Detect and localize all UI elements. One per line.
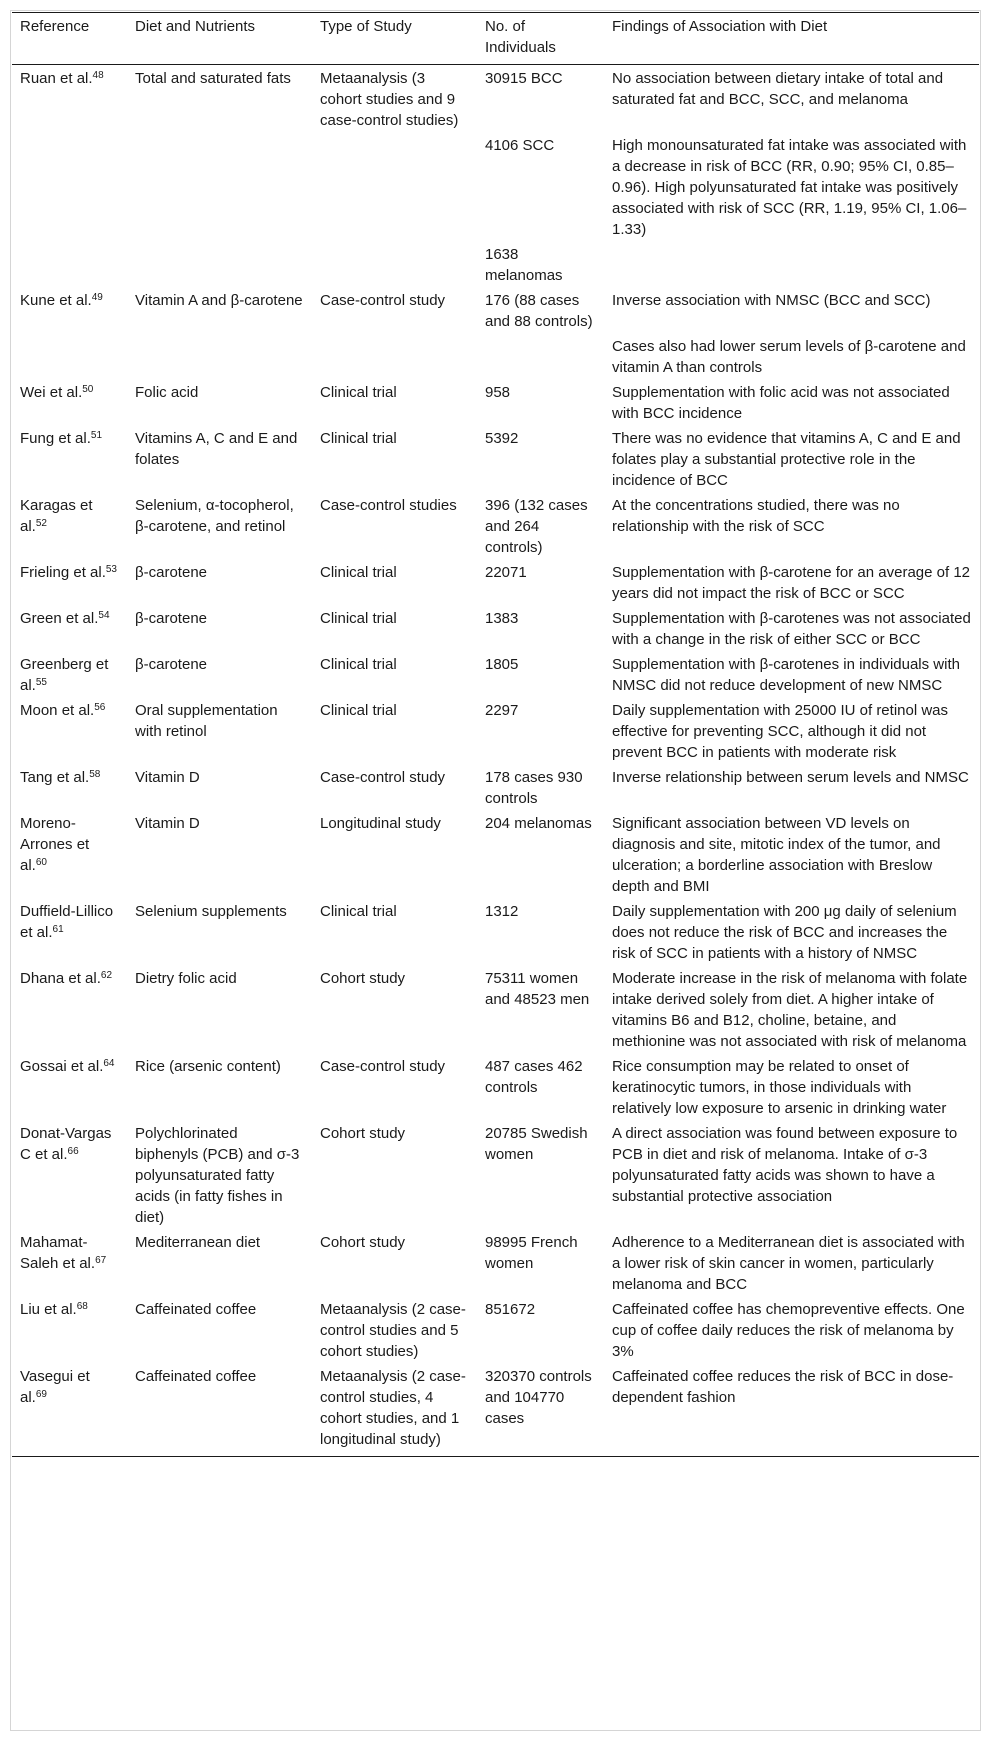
cell-findings: High monounsaturated fat intake was associated with a decrease in risk of BCC (RR, 0.90; 95% CI, 0.85–0.96). High polyunsaturated fat intake was positively associated with risk of SCC (RR, 1.19, 95% CI, 1.06–1.33) [612,137,967,238]
cell-reference [12,559,127,605]
cell-diet-nutrients: Selenium supplements [135,903,287,920]
cell-reference [12,379,127,425]
cell-type-of-study: Case-control study [320,1058,446,1075]
cell-reference [12,605,127,651]
header-findings: Findings of Association with Diet [604,13,979,65]
reference-number: 54 [98,610,110,621]
table-row [12,898,979,965]
reference-author: Green et al. [20,610,99,627]
table-row [12,425,979,492]
cell-diet-nutrients: Caffeinated coffee [127,1363,312,1457]
table-row [12,559,979,605]
cell-reference [12,425,127,492]
cell-reference [12,132,127,241]
cell-type-of-study: Clinical trial [320,656,397,673]
cell-reference [12,1120,127,1229]
reference-number: 55 [35,677,47,688]
cell-reference [12,65,127,133]
cell-findings: Moderate increase in the risk of melanoma with folate intake derived solely from diet. A higher intake of vitamins B6 and B12, choline, betaine, and methionine was not associated with risk of melanoma [612,970,968,1050]
reference-number: 53 [105,564,117,575]
cell-type-of-study: Cohort study [320,970,406,987]
cell-diet-nutrients [127,333,312,379]
cell-type-of-study: Clinical trial [320,384,397,401]
reference-number: 56 [94,702,106,713]
cell-type-of-study: Metaanalysis (2 case-control studies, 4 cohort studies, and 1 longitudinal study) [312,1363,477,1457]
cell-findings: There was no evidence that vitamins A, C and E and folates play a substantial protective role in the incidence of BCC [612,430,961,489]
cell-findings: Adherence to a Mediterranean diet is associated with a lower risk of skin cancer in women, particularly melanoma and BCC [612,1234,965,1293]
table-row [12,65,979,133]
reference-number: 51 [90,430,103,441]
cell-findings: Supplementation with folic acid was not associated with BCC incidence [612,384,950,422]
cell-reference [12,651,127,697]
cell-diet-nutrients: Vitamins A, C and E and folates [135,430,298,468]
cell-diet-nutrients: Vitamin D [135,815,200,832]
cell-no-individuals: 487 cases 462 controls [485,1058,583,1096]
cell-diet-nutrients: β-carotene [135,610,207,627]
reference-author: Tang et al. [20,769,90,786]
cell-no-individuals: 396 (132 cases and 264 controls) [485,497,588,556]
cell-type-of-study: Cohort study [320,1125,406,1142]
cell-findings: Supplementation with β-carotene for an average of 12 years did not impact the risk of BCC or SCC [612,564,971,602]
table-row [12,241,979,287]
table-row [12,810,979,898]
cell-type-of-study: Metaanalysis (2 case-control studies and 5 cohort studies) [320,1301,466,1360]
cell-diet-nutrients [127,241,312,287]
cell-no-individuals: 851672 [485,1301,536,1318]
cell-type-of-study [312,241,477,287]
reference-number: 62 [100,970,113,981]
cell-type-of-study: Clinical trial [320,610,397,627]
cell-diet-nutrients: Dietry folic acid [135,970,237,987]
reference-number: 58 [89,769,101,780]
cell-no-individuals: 1638 melanomas [485,246,563,284]
table-header [12,13,979,65]
cell-findings: A direct association was found between exposure to PCB in diet and risk of melanoma. Intake of σ-3 polyunsaturated fatty acids was shown to have a substantial protective association [612,1125,958,1205]
cell-reference [12,333,127,379]
cell-findings: Supplementation with β-carotenes was not associated with a change in the risk of either SCC or BCC [612,610,971,648]
cell-findings: Daily supplementation with 25000 IU of retinol was effective for preventing SCC, although it did not prevent BCC in patients with moderate risk [612,702,949,761]
header-reference: Reference [12,13,127,65]
cell-type-of-study: Case-control study [320,292,446,309]
cell-reference [12,1229,127,1296]
cell-diet-nutrients: Oral supplementation with retinol [135,702,278,740]
reference-number: 49 [91,292,103,303]
cell-no-individuals: 958 [485,384,511,401]
reference-author: Vasegui et al. [20,1368,90,1406]
header-no-individuals: No. of Individuals [477,13,604,65]
reference-author: Fung et al. [20,430,91,447]
cell-type-of-study: Clinical trial [320,903,397,920]
reference-author: Ruan et al. [20,70,93,87]
cell-diet-nutrients: β-carotene [135,564,207,581]
cell-type-of-study: Clinical trial [320,430,397,447]
cell-findings: Cases also had lower serum levels of β-carotene and vitamin A than controls [612,338,966,376]
reference-author: Karagas et al. [20,497,93,535]
reference-author: Wei et al. [20,384,83,401]
reference-author: Gossai et al. [20,1058,104,1075]
cell-no-individuals: 22071 [485,564,527,581]
cell-type-of-study: Clinical trial [320,702,397,719]
reference-number: 67 [95,1255,107,1266]
reference-author: Moon et al. [20,702,95,719]
cell-reference [12,1053,127,1120]
cell-reference [12,241,127,287]
table-row [12,333,979,379]
reference-number: 66 [67,1146,79,1157]
cell-no-individuals: 176 (88 cases and 88 controls) [485,292,593,330]
header-row [12,13,979,65]
cell-diet-nutrients [127,132,312,241]
cell-findings: Significant association between VD levels on diagnosis and site, mitotic index of the tumor, and ulceration; a borderline association with Breslow depth and BMI [612,815,941,895]
cell-findings: At the concentrations studied, there was no relationship with the risk of SCC [612,497,900,535]
cell-no-individuals [477,333,604,379]
table-row [12,1120,979,1229]
cell-reference [12,492,127,559]
reference-author: Mahamat-Saleh et al. [20,1234,96,1272]
header-type-of-study: Type of Study [312,13,477,65]
cell-type-of-study [312,132,477,241]
table-row [12,1053,979,1120]
table-row [12,651,979,697]
cell-no-individuals: 75311 women and 48523 men [485,970,590,1008]
cell-type-of-study: Case-control study [320,769,446,786]
cell-type-of-study: Clinical trial [320,564,397,581]
cell-no-individuals: 98995 French women [485,1234,578,1272]
cell-diet-nutrients: Total and saturated fats [135,70,291,87]
cell-no-individuals: 2297 [485,702,519,719]
cell-reference [12,697,127,764]
reference-author: Kune et al. [20,292,92,309]
cell-findings [604,241,979,287]
reference-number: 61 [52,924,64,935]
reference-author: Dhana et al. [20,970,101,987]
table-body [12,65,979,1457]
cell-type-of-study: Longitudinal study [320,815,441,832]
cell-type-of-study: Case-control studies [320,497,457,514]
diet-studies-table [12,12,979,1457]
header-diet-nutrients: Diet and Nutrients [127,13,312,65]
reference-number: 52 [35,518,47,529]
cell-reference [12,898,127,965]
table-row [12,697,979,764]
cell-type-of-study [312,333,477,379]
cell-diet-nutrients: Mediterranean diet [135,1234,261,1251]
reference-number: 60 [35,857,47,868]
table-row [12,132,979,241]
cell-diet-nutrients: Caffeinated coffee [135,1301,257,1318]
reference-author: Frieling et al. [20,564,106,581]
cell-no-individuals: 320370 controls and 104770 cases [477,1363,604,1457]
table-row [12,764,979,810]
cell-diet-nutrients: Vitamin D [135,769,200,786]
cell-type-of-study: Cohort study [320,1234,406,1251]
reference-author: Liu et al. [20,1301,77,1318]
reference-number: 64 [103,1058,115,1069]
cell-no-individuals: 178 cases 930 controls [485,769,583,807]
cell-reference [12,1296,127,1363]
cell-no-individuals: 1312 [485,903,519,920]
reference-number: 68 [76,1301,88,1312]
cell-reference [12,764,127,810]
cell-diet-nutrients: Vitamin A and β-carotene [135,292,303,309]
table-row [12,379,979,425]
cell-findings: Rice consumption may be related to onset of keratinocytic tumors, in those individuals with relatively low exposure to arsenic in drinking water [612,1058,947,1117]
reference-author: Duffield-Lillico et al. [20,903,114,941]
cell-diet-nutrients: Rice (arsenic content) [135,1058,281,1075]
cell-diet-nutrients: Selenium, α-tocopherol, β-carotene, and retinol [135,497,294,535]
cell-no-individuals: 5392 [485,430,519,447]
cell-no-individuals: 4106 SCC [485,137,555,154]
cell-findings: No association between dietary intake of total and saturated fat and BCC, SCC, and melanoma [612,70,944,108]
reference-author: Greenberg et al. [20,656,109,694]
cell-no-individuals: 30915 BCC [485,70,563,87]
cell-type-of-study: Metaanalysis (3 cohort studies and 9 case-control studies) [320,70,459,129]
table-row [12,287,979,333]
cell-findings: Supplementation with β-carotenes in individuals with NMSC did not reduce development of new NMSC [612,656,960,694]
table-row [12,1363,979,1457]
cell-reference [12,810,127,898]
cell-no-individuals: 20785 Swedish women [485,1125,588,1163]
cell-findings: Daily supplementation with 200 μg daily of selenium does not reduce the risk of BCC and increases the risk of SCC in patients with a history of NMSC [612,903,957,962]
cell-reference [12,1363,127,1457]
table-row [12,965,979,1053]
cell-reference [12,965,127,1053]
cell-reference [12,287,127,333]
cell-findings: Inverse relationship between serum levels and NMSC [612,769,969,786]
cell-findings: Inverse association with NMSC (BCC and SCC) [612,292,931,309]
cell-diet-nutrients: β-carotene [135,656,207,673]
cell-diet-nutrients: Polychlorinated biphenyls (PCB) and σ-3 polyunsaturated fatty acids (in fatty fishes in diet) [135,1125,300,1226]
cell-no-individuals: 1805 [485,656,519,673]
cell-no-individuals: 204 melanomas [485,815,592,832]
table-row [12,492,979,559]
table-row [12,1296,979,1363]
cell-findings: Caffeinated coffee has chemopreventive effects. One cup of coffee daily reduces the risk of melanoma by 3% [612,1301,965,1360]
cell-diet-nutrients: Folic acid [135,384,199,401]
reference-author: Moreno-Arrones et al. [20,815,90,874]
reference-number: 48 [92,70,104,81]
cell-findings: Caffeinated coffee reduces the risk of BCC in dose-dependent fashion [604,1363,979,1457]
table-row [12,1229,979,1296]
table-row [12,605,979,651]
cell-no-individuals: 1383 [485,610,519,627]
reference-author: Donat-Vargas C et al. [20,1125,112,1163]
reference-number: 69 [35,1389,47,1400]
reference-number: 50 [82,384,94,395]
